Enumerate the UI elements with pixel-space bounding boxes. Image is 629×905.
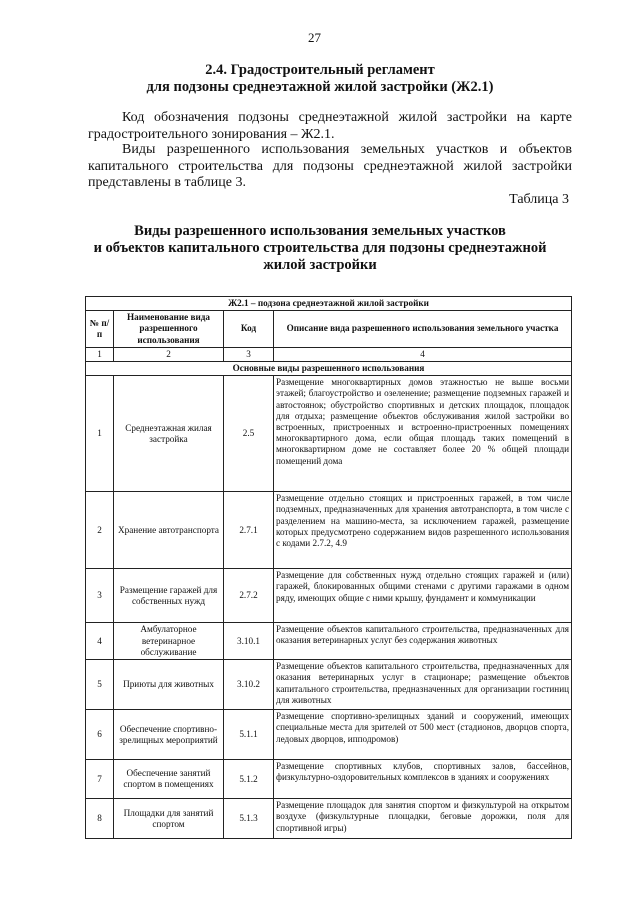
- row-description: Размещение объектов капитального строительства, предназначенных для оказания ветеринарных услуг в стационаре; размещение объектов капитального строительства, предназначенных для организации гостиниц для животных: [274, 660, 572, 710]
- row-code: 3.10.2: [224, 660, 274, 710]
- header-description: Описание вида разрешенного использования земельного участка: [274, 311, 572, 348]
- zone-title: Ж2.1 – подзона среднеэтажной жилой застройки: [86, 297, 572, 311]
- row-name: Амбулаторное ветеринарное обслуживание: [114, 623, 224, 660]
- row-num: 2: [86, 492, 114, 569]
- table-heading: [60, 223, 580, 274]
- row-name: Среднеэтажная жилая застройка: [114, 376, 224, 492]
- table-heading-line-1: Виды разрешенного использования земельных участков: [134, 223, 506, 239]
- col-number: 1: [86, 347, 114, 361]
- row-name: Обеспечение занятий спортом в помещениях: [114, 760, 224, 799]
- row-name: Приюты для животных: [114, 660, 224, 710]
- row-description: Размещение для собственных нужд отдельно стоящих гаражей и (или) гаражей, блокированных общими стенами с другими гаражами в одном ряду, имеющих общие с ними крышу, фундамент и коммуникации: [274, 569, 572, 623]
- col-number: 4: [274, 347, 572, 361]
- row-num: 6: [86, 710, 114, 760]
- table-row: [86, 660, 572, 710]
- row-description: Размещение многоквартирных домов этажностью не выше восьми этажей; благоустройство и озеленение; размещение подземных гаражей и автостоянок; обустройство спортивных и детских площадок, площадок для отдыха; размещение объектов обслуживания жилой застройки во встроенных, пристроенных и встроенно-пристроенных помещениях многоквартирного дома, если общая площадь таких помещений в многоквартирном доме не составляет более 20 % общей площади помещений дома: [274, 376, 572, 492]
- row-name: Хранение автотранспорта: [114, 492, 224, 569]
- paragraph-table-intro: Виды разрешенного использования земельных участков и объектов капитального строительства для подзоны среднеэтажной жилой застройки представлены в таблице 3.: [88, 142, 572, 190]
- section-title: Основные виды разрешенного использования: [86, 362, 572, 376]
- page-number: 27: [308, 30, 321, 45]
- row-description: Размещение спортивно-зрелищных зданий и сооружений, имеющих специальные места для зрителей от 500 мест (стадионов, дворцов спорта, ледовых дворцов, ипподромов): [274, 710, 572, 760]
- row-name: Обеспечение спортивно-зрелищных мероприятий: [114, 710, 224, 760]
- row-description: Размещение спортивных клубов, спортивных залов, бассейнов, физкультурно-оздоровительных комплексов в зданиях и сооружениях: [274, 760, 572, 799]
- col-number: 2: [114, 347, 224, 361]
- row-name: Площадки для занятий спортом: [114, 799, 224, 839]
- row-num: 4: [86, 623, 114, 660]
- table-row: [86, 569, 572, 623]
- table-row: [86, 799, 572, 839]
- paragraph-zone-code: Код обозначения подзоны среднеэтажной жилой застройки на карте градостроительного зонирования – Ж2.1.: [88, 110, 572, 142]
- row-num: 7: [86, 760, 114, 799]
- row-num: 8: [86, 799, 114, 839]
- row-num: 5: [86, 660, 114, 710]
- table-row: [86, 376, 572, 492]
- col-number: 3: [224, 347, 274, 361]
- row-code: 5.1.3: [224, 799, 274, 839]
- row-code: 2.7.2: [224, 569, 274, 623]
- header-num: № п/п: [86, 311, 114, 348]
- row-code: 3.10.1: [224, 623, 274, 660]
- land-use-table: [85, 296, 572, 839]
- table-row: [86, 710, 572, 760]
- row-code: 5.1.2: [224, 760, 274, 799]
- row-description: Размещение отдельно стоящих и пристроенных гаражей, в том числе подземных, предназначенных для хранения автотранспорта, в том числе с разделением на машино-места, за исключением гаражей, размещение которых предусмотрено содержанием видов разрешенного использования с кодами 2.7.2, 4.9: [274, 492, 572, 569]
- row-description: Размещение площадок для занятия спортом и физкультурой на открытом воздухе (физкультурные площадки, беговые дорожки, поля для спортивной игры): [274, 799, 572, 839]
- row-code: 2.7.1: [224, 492, 274, 569]
- row-num: 1: [86, 376, 114, 492]
- header-code: Код: [224, 311, 274, 348]
- table-row: [86, 623, 572, 660]
- row-code: 2.5: [224, 376, 274, 492]
- row-code: 5.1.1: [224, 710, 274, 760]
- section-heading-line-1: 2.4. Градостроительный регламент: [205, 62, 435, 78]
- table-row: [86, 492, 572, 569]
- section-heading-line-2: для подзоны среднеэтажной жилой застройки (Ж2.1): [146, 79, 494, 95]
- header-name: Наименование вида разрешенного использования: [114, 311, 224, 348]
- table-row: [86, 760, 572, 799]
- row-name: Размещение гаражей для собственных нужд: [114, 569, 224, 623]
- row-num: 3: [86, 569, 114, 623]
- table-heading-line-2: и объектов капитального строительства для подзоны среднеэтажной: [93, 240, 547, 256]
- table-caption: Таблица 3: [509, 192, 569, 207]
- section-heading: [60, 62, 580, 96]
- row-description: Размещение объектов капитального строительства, предназначенных для оказания ветеринарных услуг без содержания животных: [274, 623, 572, 660]
- table-heading-line-3: жилой застройки: [263, 257, 377, 273]
